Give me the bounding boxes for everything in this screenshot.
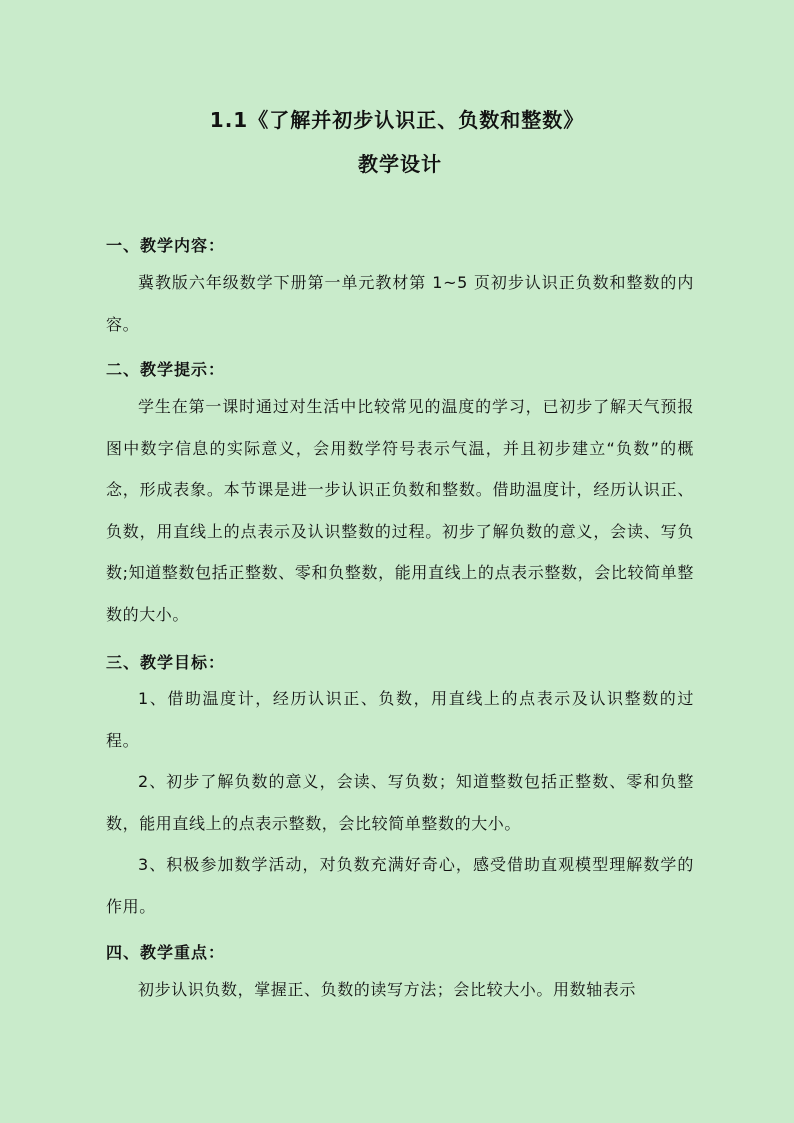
paragraph-tips: 学生在第一课时通过对生活中比较常见的温度的学习，已初步了解天气预报图中数字信息的实际意义，会用数学符号表示气温，并且初步建立“负数”的概念，形成表象。本节课是进一步认识正负数和整数。借助温度计，经历认识正、负数，用直线上的点表示及认识整数的过程。初步了解负数的意义，会读、写负数;知道整数包括正整数、零和负整数，能用直线上的点表示整数，会比较简单整数的大小。 bbox=[106, 397, 694, 624]
paragraph-content: 冀教版六年级数学下册第一单元教材第 1~5 页初步认识正负数和整数的内容。 bbox=[106, 273, 694, 334]
section-heading-goals: 三、教学目标： bbox=[106, 653, 226, 672]
section-heading-focus: 四、教学重点： bbox=[106, 943, 226, 962]
document-subtitle: 教学设计 bbox=[358, 152, 442, 176]
paragraph-goal-3: 3、积极参加数学活动，对负数充满好奇心，感受借助直观模型理解数学的作用。 bbox=[106, 855, 694, 916]
paragraph-goal-1: 1、借助温度计，经历认识正、负数，用直线上的点表示及认识整数的过程。 bbox=[106, 689, 694, 750]
section-heading-content: 一、教学内容： bbox=[106, 236, 226, 255]
section-heading-tips: 二、教学提示： bbox=[106, 360, 226, 379]
document-title: 1.1《了解并初步认识正、负数和整数》 bbox=[209, 108, 585, 132]
paragraph-goal-2: 2、初步了解负数的意义，会读、写负数；知道整数包括正整数、零和负整数，能用直线上的点表示整数，会比较简单整数的大小。 bbox=[106, 772, 694, 833]
paragraph-focus: 初步认识负数，掌握正、负数的读写方法；会比较大小。用数轴表示 bbox=[138, 980, 637, 999]
